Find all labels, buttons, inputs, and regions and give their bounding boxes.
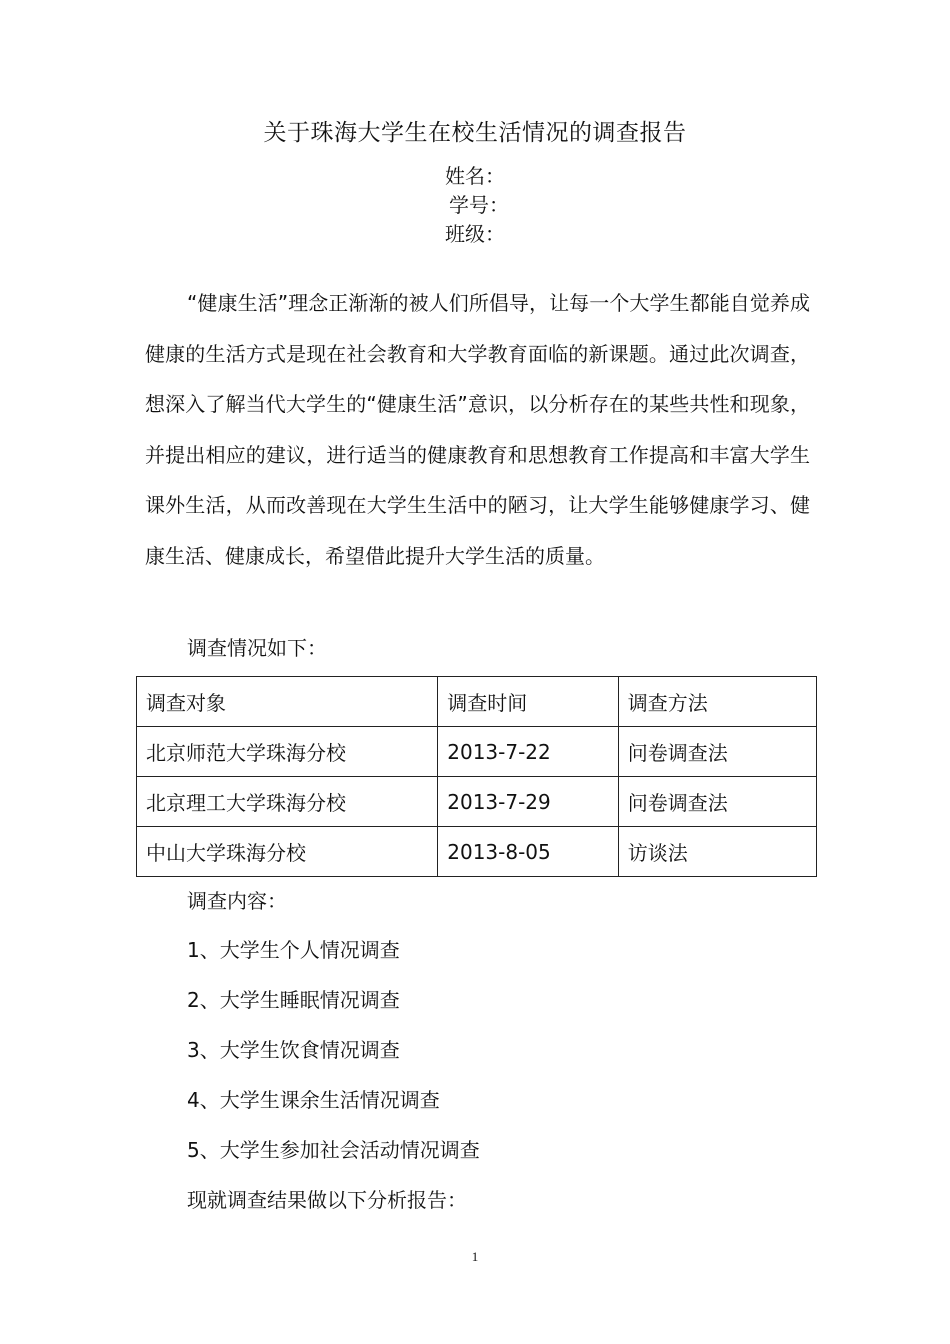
table-cell: 问卷调查法: [618, 777, 816, 827]
class-label: 班级：: [445, 222, 505, 246]
intro-paragraph: “健康生活”理念正渐渐的被人们所倡导，让每一个大学生都能自觉养成健康的生活方式是现在社会教育和大学教育面临的新课题。通过此次调查，想深入了解当代大学生的“健康生活”意识，以分析存在的某些共性和现象，并提出相应的建议，进行适当的健康教育和思想教育工作提高和丰富大学生课外生活，从而改善现在大学生生活中的陋习，让大学生能够健康学习、健康生活、健康成长，希望借此提升大学生活的质量。: [145, 291, 810, 568]
list-item: 5、大学生参加社会活动情况调查: [187, 1138, 480, 1162]
list-item: 1、大学生个人情况调查: [187, 938, 400, 962]
table-header-row: [137, 677, 817, 727]
table-cell: 问卷调查法: [618, 727, 816, 777]
table-header-cell: 调查时间: [438, 677, 618, 727]
table-header-cell: 调查方法: [618, 677, 816, 727]
closing-line: 现就调查结果做以下分析报告：: [187, 1188, 467, 1212]
table-header-cell: 调查对象: [137, 677, 438, 727]
table-cell: 2013-8-05: [438, 827, 618, 877]
table-cell: 北京理工大学珠海分校: [137, 777, 438, 827]
content-heading: 调查内容：: [187, 889, 287, 913]
table-row: [137, 777, 817, 827]
table-cell: 访谈法: [618, 827, 816, 877]
table-cell: 2013-7-29: [438, 777, 618, 827]
survey-heading: 调查情况如下：: [187, 636, 327, 660]
table-row: [137, 727, 817, 777]
table-cell: 2013-7-22: [438, 727, 618, 777]
list-item: 3、大学生饮食情况调查: [187, 1038, 400, 1062]
document-title: 关于珠海大学生在校生活情况的调查报告: [263, 120, 687, 146]
page-number: 1: [471, 1249, 479, 1264]
list-item: 2、大学生睡眠情况调查: [187, 988, 400, 1012]
table-row: [137, 827, 817, 877]
table-cell: 北京师范大学珠海分校: [137, 727, 438, 777]
survey-table: [136, 676, 817, 877]
student-id-label: 学号：: [449, 193, 509, 217]
list-item: 4、大学生课余生活情况调查: [187, 1088, 440, 1112]
name-label: 姓名：: [445, 164, 505, 188]
table-cell: 中山大学珠海分校: [137, 827, 438, 877]
